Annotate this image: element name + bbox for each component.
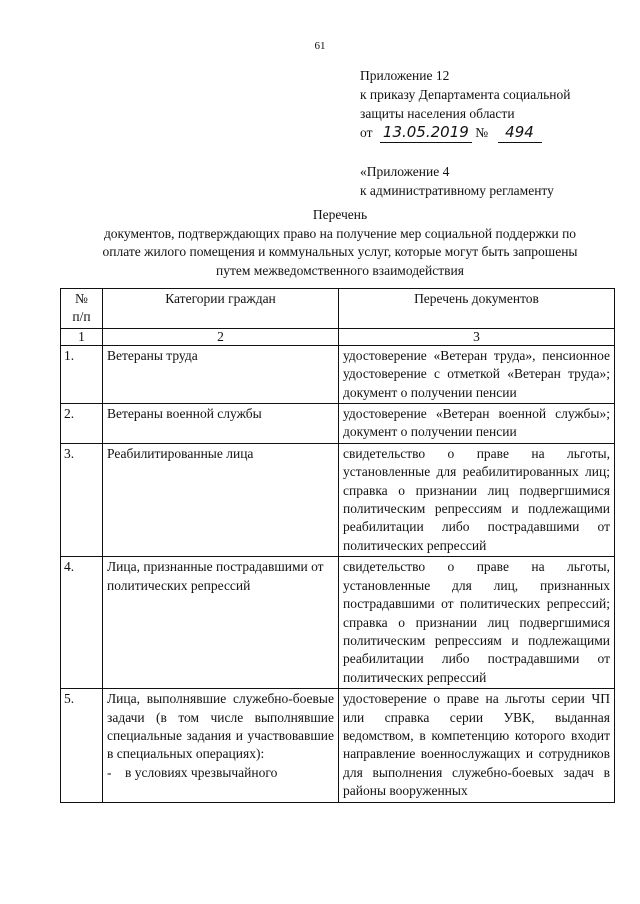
table-row: [61, 404, 615, 444]
row-category: Лица, признанные пострадавшими от политических репрессий: [103, 557, 339, 689]
row-number: 3.: [61, 443, 103, 556]
header-number: № п/п: [61, 289, 103, 329]
row-number: 4.: [61, 557, 103, 689]
appendix-department-line: защиты населения области: [360, 106, 515, 121]
handwritten-date: 13.05.2019: [380, 123, 472, 143]
row-documents: свидетельство о праве на льготы, установленные для реабилитированных лиц; справка о признании лиц подвергшимися политическим репрессиям и подлежащими реабилитации либо пострадавшими от политических репрессий: [339, 443, 615, 556]
documents-table: [60, 288, 615, 803]
column-number: 2: [103, 328, 339, 345]
row-documents: удостоверение «Ветеран военной службы»; документ о получении пенсии: [339, 404, 615, 444]
reference-appendix: «Приложение 4: [360, 164, 450, 179]
row-documents: удостоверение «Ветеран труда», пенсионное удостоверение с отметкой «Ветеран труда»; документ о получении пенсии: [339, 345, 615, 403]
table-header-row: [61, 289, 615, 329]
column-number: 1: [61, 328, 103, 345]
category-list-item: - в условиях чрезвычайного: [107, 764, 334, 782]
table-row: [61, 443, 615, 556]
number-prefix: №: [475, 125, 489, 140]
title-line-2: оплате жилого помещения и коммунальных услуг, которые могут быть запрошены: [102, 244, 578, 259]
row-documents: свидетельство о праве на льготы, установленные для лиц, признанных пострадавшими от политических репрессий; справка о признании лиц подвергшимися политическим репрессиям и подлежащими реабилитации либо пострадавшими от политических репрессий: [339, 557, 615, 689]
date-prefix: от: [360, 125, 373, 140]
appendix-block: [360, 66, 630, 200]
page-number: 61: [314, 40, 326, 52]
reference-regulation: к административному регламенту: [360, 183, 554, 198]
column-number-row: [61, 328, 615, 345]
title-heading: Перечень: [312, 207, 368, 222]
category-text: Лица, выполнявшие служебно-боевые задачи (в том числе выполнявшие специальные задания и участвовавшие в специальных операциях):: [107, 691, 334, 762]
appendix-title: Приложение 12: [360, 68, 450, 83]
header-documents: Перечень документов: [339, 289, 615, 329]
title-line-3: путем межведомственного взаимодействия: [216, 262, 464, 278]
row-category: Ветераны труда: [103, 345, 339, 403]
row-number: 2.: [61, 404, 103, 444]
header-category: Категории граждан: [103, 289, 339, 329]
appendix-order-line: к приказу Департамента социальной: [360, 87, 571, 102]
table-row: [61, 557, 615, 689]
row-documents: удостоверение о праве на льготы серии ЧП или справка серии УВК, выданная ведомством, в компетенцию которого входит направление военнослужащих и сотрудников для выполнения служебно-боевых задач в районы вооруженных: [339, 689, 615, 802]
row-number: 5.: [61, 689, 103, 802]
column-number: 3: [339, 328, 615, 345]
row-number: 1.: [61, 345, 103, 403]
title-line-1: документов, подтверждающих право на получение мер социальной поддержки по: [103, 225, 577, 241]
row-category: [103, 689, 339, 802]
table-row: [61, 689, 615, 802]
handwritten-number: 494: [498, 123, 542, 143]
dash-bullet: -: [107, 764, 112, 780]
table-row: [61, 345, 615, 403]
appendix-date-line: [360, 123, 630, 143]
row-category: Ветераны военной службы: [103, 404, 339, 444]
row-category: Реабилитированные лица: [103, 443, 339, 556]
document-title: [60, 206, 620, 280]
